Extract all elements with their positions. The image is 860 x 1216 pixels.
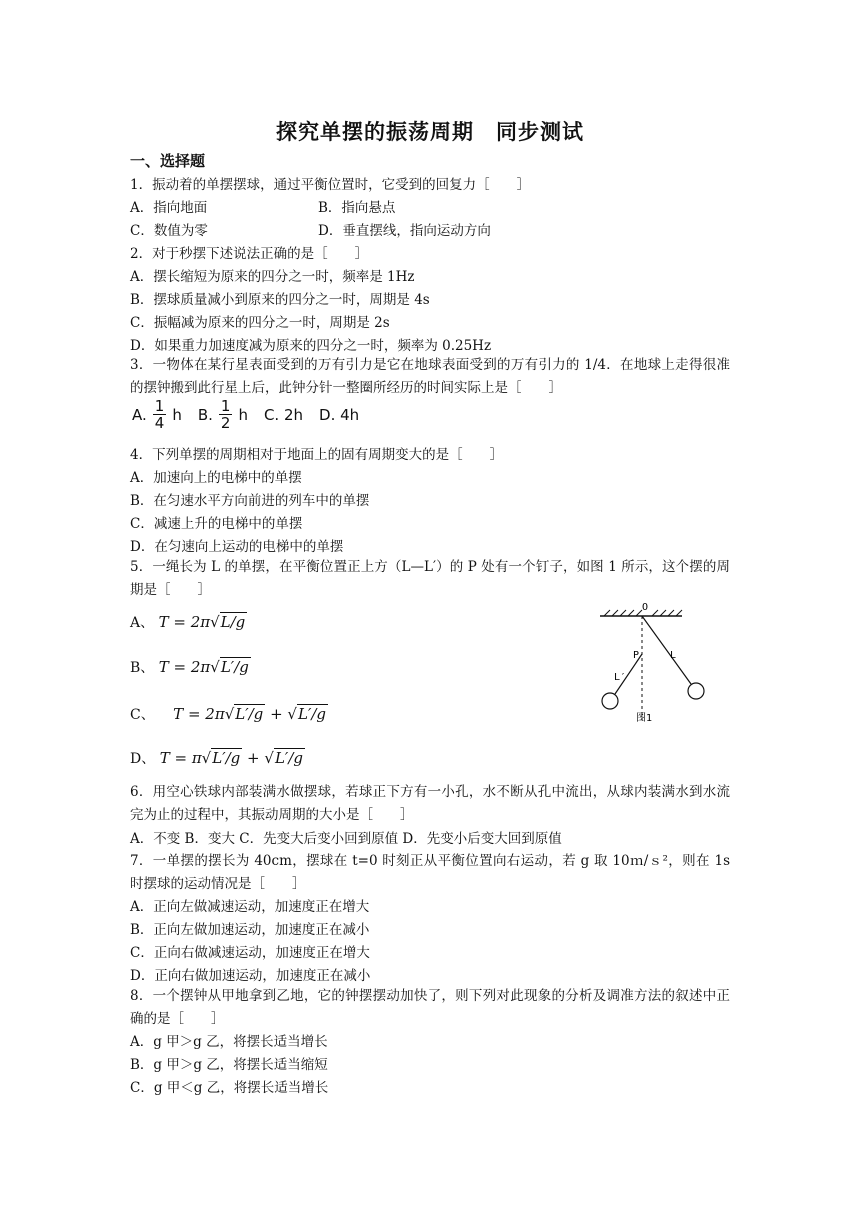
q4-option-b: B．在匀速水平方向前进的列车中的单摆 [130,493,370,509]
q8-stem: 8．一个摆钟从甲地拿到乙地，它的钟摆摆动加快了，则下列对此现象的分析及调准方法的叙述中正确的是［ ］ [130,988,730,1027]
q3-option-a-denominator: 4 [154,414,165,432]
q5-option-a-formula: T = 2π√L/g [158,613,246,631]
q1-option-d: D．垂直摆线，指向运动方向 [318,223,491,239]
q7-option-d: D．正向右做加速运动，加速度正在减小 [130,968,371,984]
q8-option-b: B．g 甲＞g 乙，将摆长适当缩短 [130,1057,328,1073]
q2-stem: 2．对于秒摆下述说法正确的是［ ］ [130,246,369,262]
q1-option-b: B．指向悬点 [318,200,396,216]
q3-option-b-label: B. [197,405,213,424]
q5-option-c [130,704,328,724]
bob-left [602,693,618,709]
q5-option-d [130,748,305,768]
q6-stem: 6．用空心铁球内部装满水做摆球，若球正下方有一小孔，水不断从孔中流出，从球内装满水到水流完为止的过程中，其振动周期的大小是［ ］ [130,784,730,823]
q3-option-b-unit: h [238,405,248,424]
q3-option-c: C. 2h [263,405,304,424]
q3-option-d: D. 4h [319,405,360,424]
string-l [642,616,691,684]
q1-option-c: C．数值为零 [130,223,208,239]
q7-option-b: B．正向左做加速运动，加速度正在减小 [130,922,370,938]
q5-stem: 5．一绳长为 L 的单摆，在平衡位置正上方（L—L′）的 P 处有一个钉子，如图 1 所示，这个摆的周期是［ ］ [130,559,730,598]
q3-option-b-fraction [219,398,233,431]
q5-option-b-label: B、 [130,660,155,676]
q5-option-d-formula: T = π√L′/g + √L′/g [159,749,303,767]
q3-option-a-numerator: 1 [154,397,165,415]
q4-stem: 4．下列单摆的周期相对于地面上的固有周期变大的是［ ］ [130,447,504,463]
q7-option-c: C．正向右做减速运动，加速度正在增大 [130,945,370,961]
q6-options: A．不变 B．变大 C．先变大后变小回到原值 D．先变小后变大回到原值 [130,831,562,847]
q3-option-b-denominator: 2 [220,414,231,432]
q3-stem: 3．一物体在某行星表面受到的万有引力是它在地球表面受到的万有引力的 1/4．在地球上走得很准的摆钟搬到此行星上后，此钟分针一整圈所经历的时间实际上是［ ］ [130,357,730,396]
q2-option-c: C．振幅减为原来的四分之一时，周期是 2s [130,315,390,331]
q5-option-d-label: D、 [130,751,156,767]
q7-option-a: A．正向左做减速运动，加速度正在增大 [130,899,370,915]
q2-option-b: B．摆球质量减小到原来的四分之一时，周期是 4s [130,292,430,308]
q2-option-a: A．摆长缩短为原来的四分之一时，频率是 1Hz [130,269,415,285]
section-heading: 一、选择题 [130,152,206,170]
q5-option-b-formula: T = 2π√L′/g [158,658,249,676]
q5-option-b [130,657,251,677]
figure-caption: 图1 [636,713,653,724]
q3-option-a-label: A. [132,405,147,424]
q3-option-b-numerator: 1 [220,397,231,415]
pendulum-figure [598,602,718,726]
q3-option-a-fraction [153,398,167,431]
q4-option-d: D．在匀速向上运动的电梯中的单摆 [130,539,344,555]
q3-options [132,398,359,431]
length-l-prime-label: L′ [614,672,627,683]
point-p-label: P [633,650,640,661]
point-o-label: O [642,602,649,613]
q4-option-a: A．加速向上的电梯中的单摆 [130,470,302,486]
q8-option-c: C．g 甲＜g 乙，将摆长适当增长 [130,1080,329,1096]
q5-option-c-formula: T = 2π√L′/g + √L′/g [173,705,327,723]
q7-stem: 7．一单摆的摆长为 40cm，摆球在 t=0 时刻正从平衡位置向右运动，若 g 取 10ｍ/ｓ²，则在 1s 时摆球的运动情况是［ ］ [130,853,730,892]
q1-stem: 1．振动着的单摆摆球，通过平衡位置时，它受到的回复力［ ］ [130,177,531,193]
bob-right [688,683,704,699]
q5-option-a-label: A、 [130,615,155,631]
q3-option-a-unit: h [172,405,182,424]
q1-option-a: A．指向地面 [130,200,208,216]
length-l-label: L [670,650,677,661]
q8-option-a: A．g 甲＞g 乙，将摆长适当增长 [130,1034,328,1050]
page-title: 探究单摆的振荡周期 同步测试 [276,120,584,144]
q2-option-d: D．如果重力加速度减为原来的四分之一时，频率为 0.25Hz [130,338,492,354]
q5-option-c-label: C、 [130,707,155,723]
q4-option-c: C．减速上升的电梯中的单摆 [130,516,303,532]
q5-option-a [130,612,247,632]
